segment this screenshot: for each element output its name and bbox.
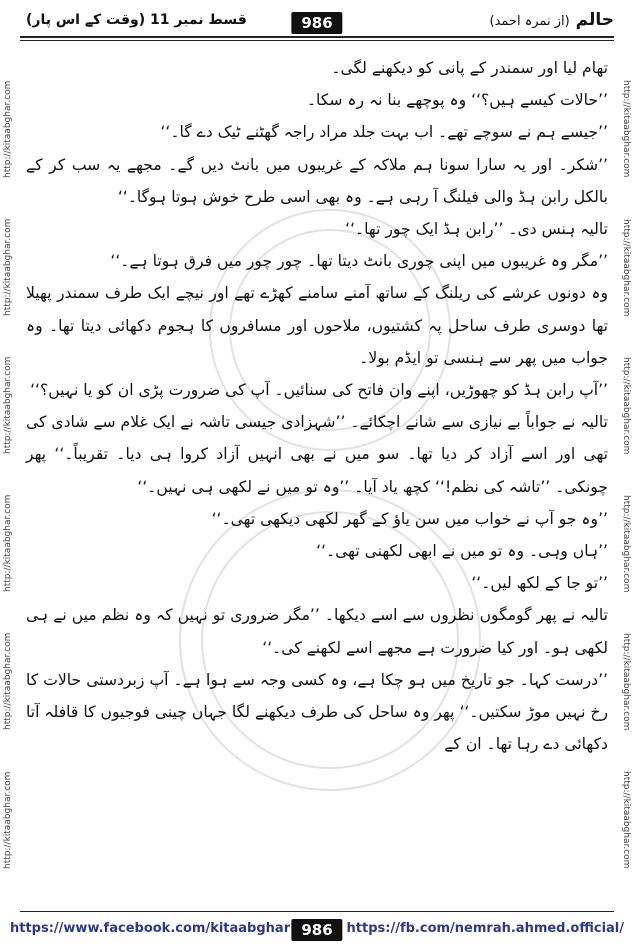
- paragraph: ’’جیسے ہم نے سوچے تھے۔ اب بہت جلد مراد راجہ گھٹنے ٹیک دے گا۔‘‘: [160, 123, 608, 142]
- page-header: [20, 4, 614, 44]
- author-name: (از نمرہ احمد): [489, 14, 570, 29]
- paragraph: ’’مگر وہ غریبوں میں اپنی چوری بانٹ دیتا تھا۔ چور چور میں فرق ہوتا ہے۔‘‘: [110, 252, 608, 271]
- page-number-badge-bottom: 986: [291, 919, 342, 941]
- page-number-badge: 986: [291, 12, 342, 34]
- side-watermark-left: http://kitaabghar.com http://kitaabghar.com http://kitaabghar.com http://kitaabghar.com http://kitaabghar.com http://kitaabghar.com: [3, 80, 13, 869]
- book-title: حالم (از نمرہ احمد): [489, 10, 614, 30]
- paragraph: ’’درست کہا۔ جو تاریخ میں ہو چکا ہے، وہ کسی وجہ سے ہوا ہے۔ آپ زبردستی حالات کا رخ نہیں موڑ سکتیں۔‘‘ پھر وہ ساحل کی طرف دیکھنے لگا جہاں چینی فوجیوں کا قافلہ آتا دکھائی دے رہا تھا۔ ان کے: [26, 670, 608, 754]
- header-divider: [20, 36, 614, 38]
- paragraph: ’’حالات کیسے ہیں؟‘‘ وہ پوچھے بنا نہ رہ سکا۔: [306, 91, 608, 110]
- side-watermark-right: http://kitaabghar.com http://kitaabghar.com http://kitaabghar.com http://kitaabghar.com http://kitaabghar.com http://kitaabghar.com: [621, 80, 631, 869]
- facebook-link[interactable]: https://www.facebook.com/kitaabghar: [10, 921, 291, 936]
- footer-divider: [20, 911, 614, 912]
- paragraph: تھام لیا اور سمندر کے پانی کو دیکھنے لگی۔: [331, 59, 608, 77]
- paragraph: ’’آپ رابن ہڈ کو چھوڑیں، اپنے وان فاتح کی سنائیں۔ آپ کی ضرورت پڑی ان کو یا نہیں؟‘‘: [30, 381, 608, 400]
- paragraph: ’’تو جا کے لکھ لیں۔‘‘: [471, 574, 608, 593]
- paragraph: تالیہ نے پھر گومگوں نظروں سے اسے دیکھا۔ ’’مگر ضروری تو نہیں کہ وہ نظم میں نے ہی لکھی ہو۔ اور کیا ضرورت ہے مجھے اسے لکھنے کی۔‘‘: [26, 606, 608, 657]
- paragraph: ’’وہ جو آپ نے خواب میں سن یاؤ کے گھر لکھی دیکھی تھی۔‘‘: [211, 509, 608, 528]
- episode-label: قسط نمبر 11 (وقت کے اس پار): [26, 12, 247, 28]
- paragraph: ’’شکر۔ اور یہ سارا سونا ہم ملاکہ کے غریبوں میں بانٹ دیں گے۔ مجھے یہ سب کر کے بالکل رابن ہڈ والی فیلنگ آ رہی ہے۔ وہ بھی اسی طرح خوش ہوتا ہوگا۔‘‘: [26, 155, 608, 206]
- header-divider-thin: [20, 40, 614, 41]
- page-footer: [0, 909, 634, 949]
- paragraph: تالیہ ہنس دی۔ ’’رابن ہڈ ایک چور تھا۔‘‘: [345, 220, 608, 239]
- paragraph: وہ دونوں عرشے کی ریلنگ کے ساتھ آمنے سامنے کھڑے تھے اور نیچے ایک طرف سمندر پھیلا تھا دوسری طرف ساحل پہ کشتیوں، ملاحوں اور مسافروں کا ہجوم دکھائی دیتا تھا۔ وہ جواب میں پھر سے ہنسی تو ایڈم بولا۔: [26, 284, 608, 367]
- paragraph: تالیہ نے جواباً بے نیازی سے شانے اچکائے۔ ’’شہزادی جیسی تاشہ نے ایک غلام سے شادی کی تھی اور اسے آزاد کر دیا تھا۔ سو میں نے بھی انہیں آزاد کروا ہی دیا۔ تقریباً۔‘‘ پھر چونکی۔ ’’تاشہ کی نظم!‘‘ کچھ یاد آیا۔ ’’وہ تو میں نے لکھی ہی نہیں۔‘‘: [26, 413, 608, 496]
- paragraph: ’’ہاں وہی۔ وہ تو میں نے ابھی لکھنی تھی۔‘‘: [316, 542, 608, 561]
- story-text: [26, 52, 608, 858]
- author-facebook-link[interactable]: https://fb.com/nemrah.ahmed.official/: [346, 921, 624, 936]
